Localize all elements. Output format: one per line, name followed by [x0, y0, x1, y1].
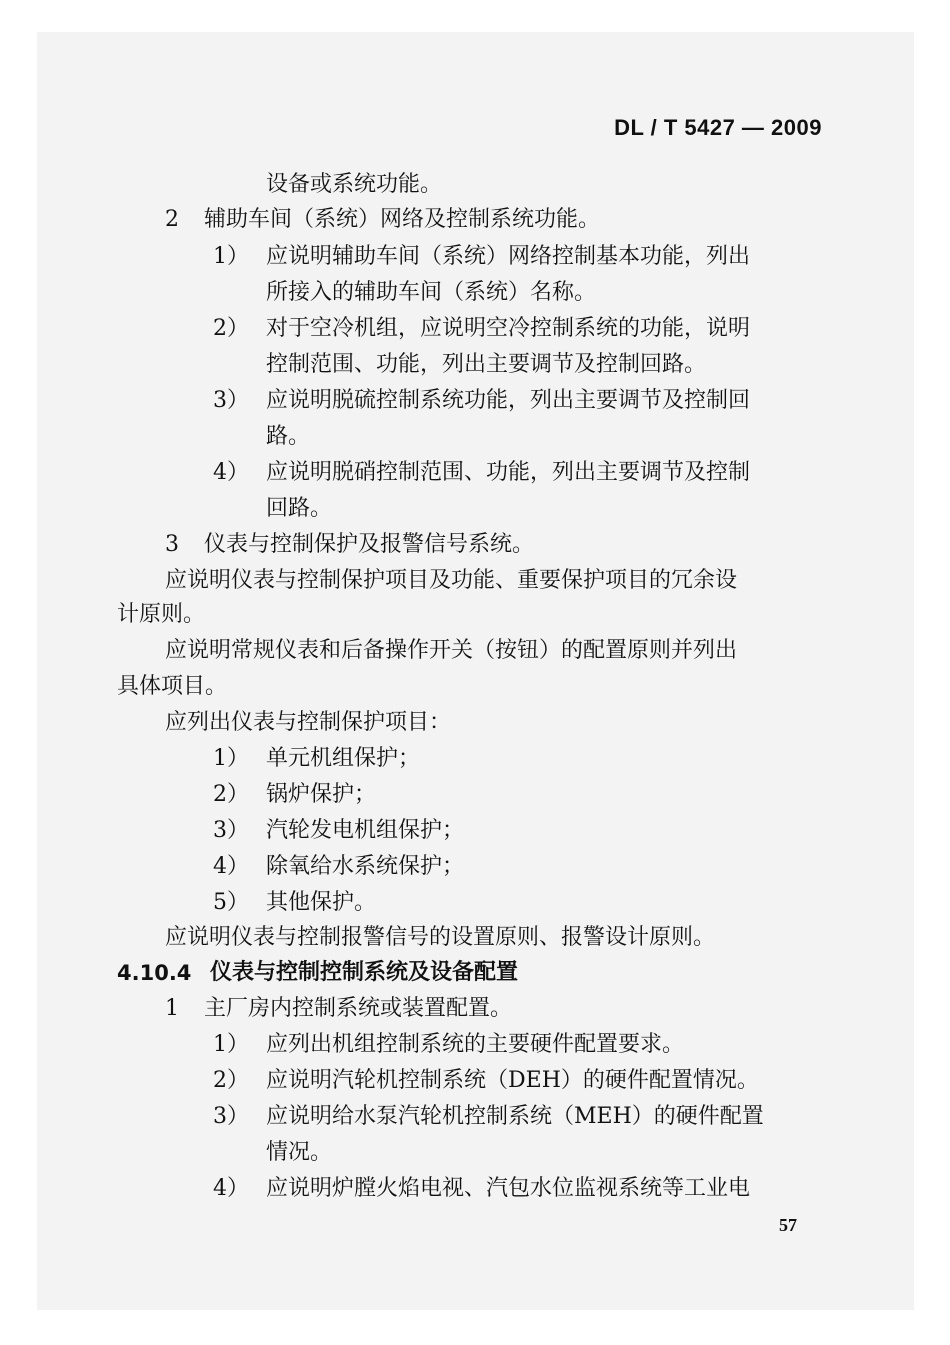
text-line: 应列出机组控制系统的主要硬件配置要求。 [266, 1032, 685, 1057]
text-line: 具体项目。 [117, 674, 228, 699]
item-number: 3 [165, 532, 179, 557]
text-line: 应说明给水泵汽轮机控制系统（MEH）的硬件配置 [266, 1104, 764, 1129]
section-heading: 仪表与控制控制系统及设备配置 [210, 960, 519, 985]
text-line: 应说明脱硝控制范围、功能，列出主要调节及控制 [266, 460, 751, 485]
text-line: 应说明汽轮机控制系统（DEH）的硬件配置情况。 [266, 1068, 759, 1093]
sub-item-number: 1） [213, 1032, 249, 1057]
text-line: 控制范围、功能，列出主要调节及控制回路。 [266, 352, 707, 377]
text-line: 情况。 [266, 1140, 333, 1165]
sub-item-number: 2） [213, 782, 249, 807]
sub-item-number: 2） [213, 1068, 249, 1093]
sub-item-number: 1） [213, 746, 249, 771]
sub-item-number: 2） [213, 316, 249, 341]
sub-item-number: 4） [213, 460, 249, 485]
text-line: 应说明常规仪表和后备操作开关（按钮）的配置原则并列出 [165, 638, 738, 663]
text-line: 应说明仪表与控制报警信号的设置原则、报警设计原则。 [165, 925, 716, 950]
text-line: 应列出仪表与控制保护项目： [165, 710, 452, 735]
item-number: 2 [165, 207, 179, 232]
sub-item-number: 3） [213, 1104, 249, 1129]
text-line: 应说明仪表与控制保护项目及功能、重要保护项目的冗余设 [165, 568, 738, 593]
page-number: 57 [779, 1215, 797, 1235]
text-line: 其他保护。 [266, 890, 377, 915]
text-line: 计原则。 [117, 602, 206, 627]
text-line: 除氧给水系统保护； [266, 854, 465, 879]
text-line: 应说明炉膛火焰电视、汽包水位监视系统等工业电 [266, 1176, 751, 1201]
sub-item-number: 1） [213, 244, 249, 269]
text-line: 应说明脱硫控制系统功能，列出主要调节及控制回 [266, 388, 751, 413]
sub-item-number: 4） [213, 1176, 249, 1201]
text-line: 汽轮发电机组保护； [266, 818, 465, 843]
text-line: 路。 [266, 424, 311, 449]
text-line: 主厂房内控制系统或装置配置。 [204, 996, 513, 1021]
text-line: 锅炉保护； [266, 782, 377, 807]
item-number: 1 [165, 996, 179, 1021]
sub-item-number: 3） [213, 388, 249, 413]
text-line: 应说明辅助车间（系统）网络控制基本功能，列出 [266, 244, 751, 269]
sub-item-number: 3） [213, 818, 249, 843]
sub-item-number: 5） [213, 890, 249, 915]
text-line: 回路。 [266, 496, 333, 521]
text-line: 设备或系统功能。 [266, 172, 443, 197]
section-number: 4.10.4 [117, 961, 192, 985]
text-line: 对于空冷机组，应说明空冷控制系统的功能，说明 [266, 316, 751, 341]
text-line: 所接入的辅助车间（系统）名称。 [266, 280, 597, 305]
text-line: 仪表与控制保护及报警信号系统。 [204, 532, 535, 557]
text-line: 辅助车间（系统）网络及控制系统功能。 [204, 207, 601, 232]
standard-code-header: DL / T 5427 — 2009 [614, 115, 822, 140]
sub-item-number: 4） [213, 854, 249, 879]
text-line: 单元机组保护； [266, 746, 421, 771]
